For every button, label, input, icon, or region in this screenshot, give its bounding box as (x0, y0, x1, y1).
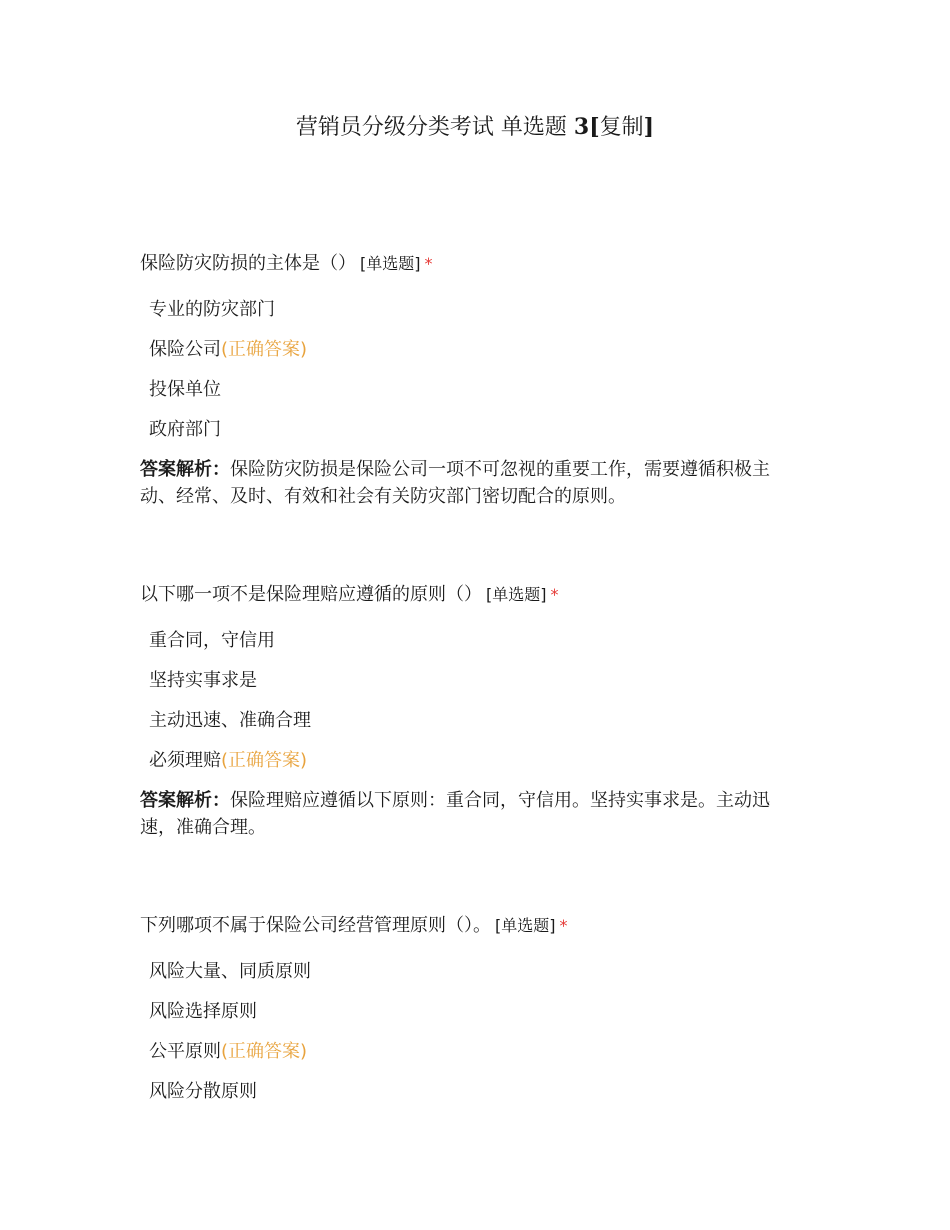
title-copy: 复制 (599, 115, 644, 140)
title-bracket: ] (643, 114, 655, 140)
option-text: 必须理赔 (149, 750, 221, 771)
option-c[interactable] (140, 376, 800, 416)
question-type-label: [单选题] (486, 585, 547, 604)
title-number: 3[ (573, 114, 600, 140)
option-text: 公平原则 (149, 1041, 221, 1062)
correct-answer-tag: (正确答案) (221, 1041, 308, 1062)
title-text: 营销员分级分类考试 单选题 (295, 115, 574, 140)
question-text: 下列哪项不属于保险公司经营管理原则（）。 (140, 915, 491, 936)
question-type-label: [单选题] (495, 916, 556, 935)
analysis-text: 保险防灾防损是保险公司一项不可忽视的重要工作，需要遵循积极主动、经常、及时、有效和社会有关防灾部门密切配合的原则。 (140, 459, 770, 507)
option-b[interactable] (140, 667, 800, 707)
required-mark: * (550, 585, 559, 604)
analysis-text: 保险理赔应遵循以下原则：重合同，守信用。坚持实事求是。主动迅速，准确合理。 (140, 790, 770, 838)
option-text: 专业的防灾部门 (149, 299, 275, 320)
answer-analysis (140, 456, 800, 510)
option-text: 重合同，守信用 (149, 630, 275, 651)
analysis-label: 答案解析： (140, 790, 230, 811)
question-3 (140, 912, 800, 1118)
answer-analysis (140, 787, 800, 841)
correct-answer-tag: (正确答案) (221, 750, 308, 771)
option-list (140, 958, 800, 1118)
option-text: 风险选择原则 (149, 1001, 257, 1022)
required-mark: * (424, 254, 433, 273)
option-a[interactable] (140, 627, 800, 667)
option-a[interactable] (140, 958, 800, 998)
analysis-label: 答案解析： (140, 459, 230, 480)
required-mark: * (559, 916, 568, 935)
option-d[interactable] (140, 1078, 800, 1118)
question-type-label: [单选题] (360, 254, 421, 273)
question-1 (140, 250, 800, 510)
question-stem (140, 581, 800, 609)
correct-answer-tag: (正确答案) (221, 339, 308, 360)
option-text: 风险分散原则 (149, 1081, 257, 1102)
question-2 (140, 581, 800, 841)
option-c[interactable] (140, 1038, 800, 1078)
option-c[interactable] (140, 707, 800, 747)
option-text: 主动迅速、准确合理 (149, 710, 311, 731)
page-title (0, 110, 950, 145)
option-list (140, 296, 800, 456)
option-text: 风险大量、同质原则 (149, 961, 311, 982)
option-list (140, 627, 800, 787)
question-stem (140, 250, 800, 278)
question-stem (140, 912, 800, 940)
option-d[interactable] (140, 747, 800, 787)
option-text: 保险公司 (149, 339, 221, 360)
option-text: 政府部门 (149, 419, 221, 440)
option-text: 坚持实事求是 (149, 670, 257, 691)
option-a[interactable] (140, 296, 800, 336)
question-text: 保险防灾防损的主体是（） (140, 253, 356, 274)
option-d[interactable] (140, 416, 800, 456)
question-text: 以下哪一项不是保险理赔应遵循的原则（） (140, 584, 482, 605)
option-b[interactable] (140, 336, 800, 376)
option-text: 投保单位 (149, 379, 221, 400)
option-b[interactable] (140, 998, 800, 1038)
